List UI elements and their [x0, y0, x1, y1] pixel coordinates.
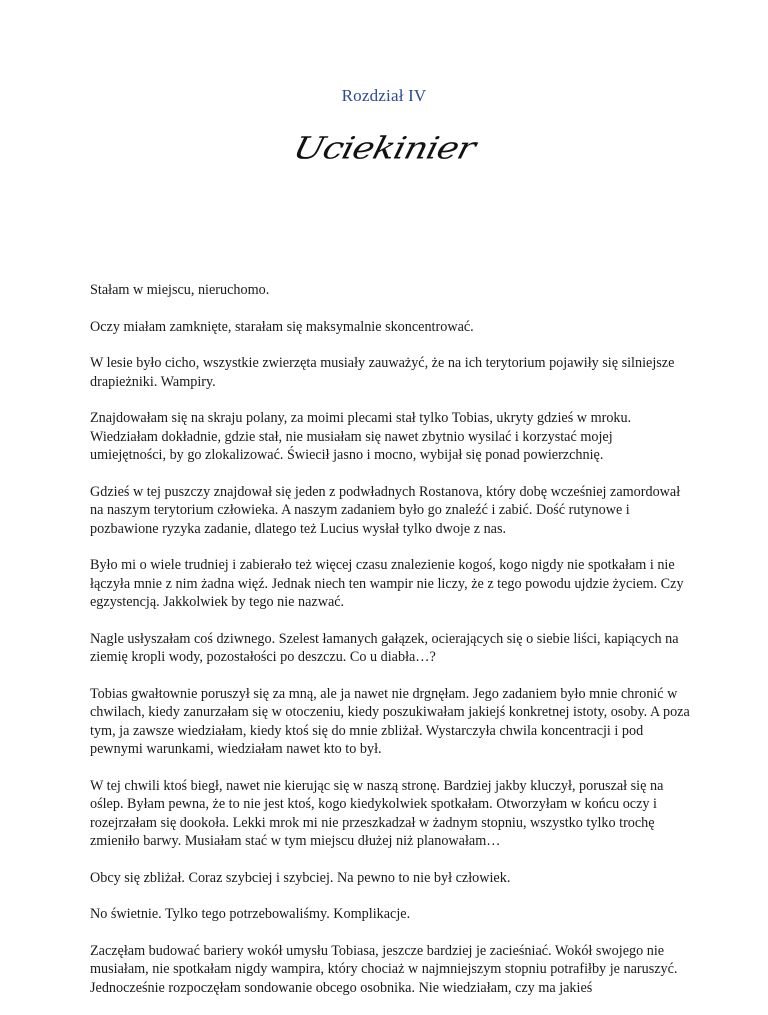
paragraph: Zaczęłam budować bariery wokół umysłu Tobiasa, jeszcze bardziej je zacieśniać. Wokół swojego nie musiałam, nie spotkałam nigdy wampira, który chociaż w najmniejszym stopniu potrafiłby je naruszyć. Jednocześnie rozpoczęłam sondowanie obcego osobnika. Nie wiedziałam, czy ma jakieś	[90, 942, 678, 996]
paragraph: Znajdowałam się na skraju polany, za moimi plecami stał tylko Tobias, ukryty gdzieś w mroku. Wiedziałam dokładnie, gdzie stał, nie musiałam się nawet zbytnio wysilać i korzystać mojej umiejętności, by go zlokalizować. Świecił jasno i mocno, wybijał się ponad powierzchnię.	[90, 410, 632, 463]
body-text	[90, 281, 690, 1015]
paragraph: Gdzieś w tej puszczy znajdował się jeden z podwładnych Rostanova, który dobę wcześniej zamordował na naszym terytorium człowieka. A naszym zadaniem było go znaleźć i zabić. Dość rutynowe i pozbawione ryzyka zadanie, dlatego też Lucius wysłał tylko dwoje z nas.	[90, 483, 681, 537]
paragraph: Oczy miałam zamknięte, starałam się maksymalnie skoncentrować.	[90, 318, 474, 335]
paragraph: Stałam w miejscu, nieruchomo.	[90, 282, 270, 298]
paragraph: Obcy się zbliżał. Coraz szybciej i szybciej. Na pewno to nie był człowiek.	[90, 869, 511, 886]
paragraph: Było mi o wiele trudniej i zabierało też więcej czasu znalezienie kogoś, kogo nigdy nie spotkałam i nie łączyła mnie z nim żadna więź. Jednak niech ten wampir nie liczy, że z tego powodu ujdzie życiem. Czy egzystencją. Jakkolwiek by tego nie nazwać.	[90, 557, 684, 610]
paragraph: No świetnie. Tylko tego potrzebowaliśmy. Komplikacje.	[90, 906, 411, 922]
chapter-title: Uciekinier	[289, 131, 479, 166]
paragraph: W tej chwili ktoś biegł, nawet nie kierując się w naszą stronę. Bardziej jakby kluczył, poruszał się na oślep. Byłam pewna, że to nie jest ktoś, kogo kiedykolwiek spotkałam. Otworzyłam w końcu oczy i rozejrzałam się dookoła. Lekki mrok mi nie przeszkadzał w żadnym stopniu, wszystko tylko trochę zmieniło barwy. Musiałam stać w tym miejscu dłużej niż planowałam…	[90, 777, 664, 849]
paragraph: Nagle usłyszałam coś dziwnego. Szelest łamanych gałązek, ocierających się o siebie liści, kapiących na ziemię kropli wody, pozostałości po deszczu. Co u diabła…?	[90, 630, 679, 665]
paragraph: Tobias gwałtownie poruszył się za mną, ale ja nawet nie drgnęłam. Jego zadaniem było mnie chronić w chwilach, kiedy zanurzałam się w otoczeniu, kiedy poszukiwałam jakiejś konkretnej istoty, osoby. A poza tym, ja zawsze wiedziałam, kiedy ktoś się do mnie zbliżał. Wystarczyła chwila koncentracji i pod pewnymi warunkami, wiedziałam nawet kto to był.	[90, 685, 690, 757]
chapter-label: Rozdział IV	[341, 86, 427, 105]
paragraph: W lesie było cicho, wszystkie zwierzęta musiały zauważyć, że na ich terytorium pojawiły się silniejsze drapieżniki. Wampiry.	[90, 355, 675, 390]
